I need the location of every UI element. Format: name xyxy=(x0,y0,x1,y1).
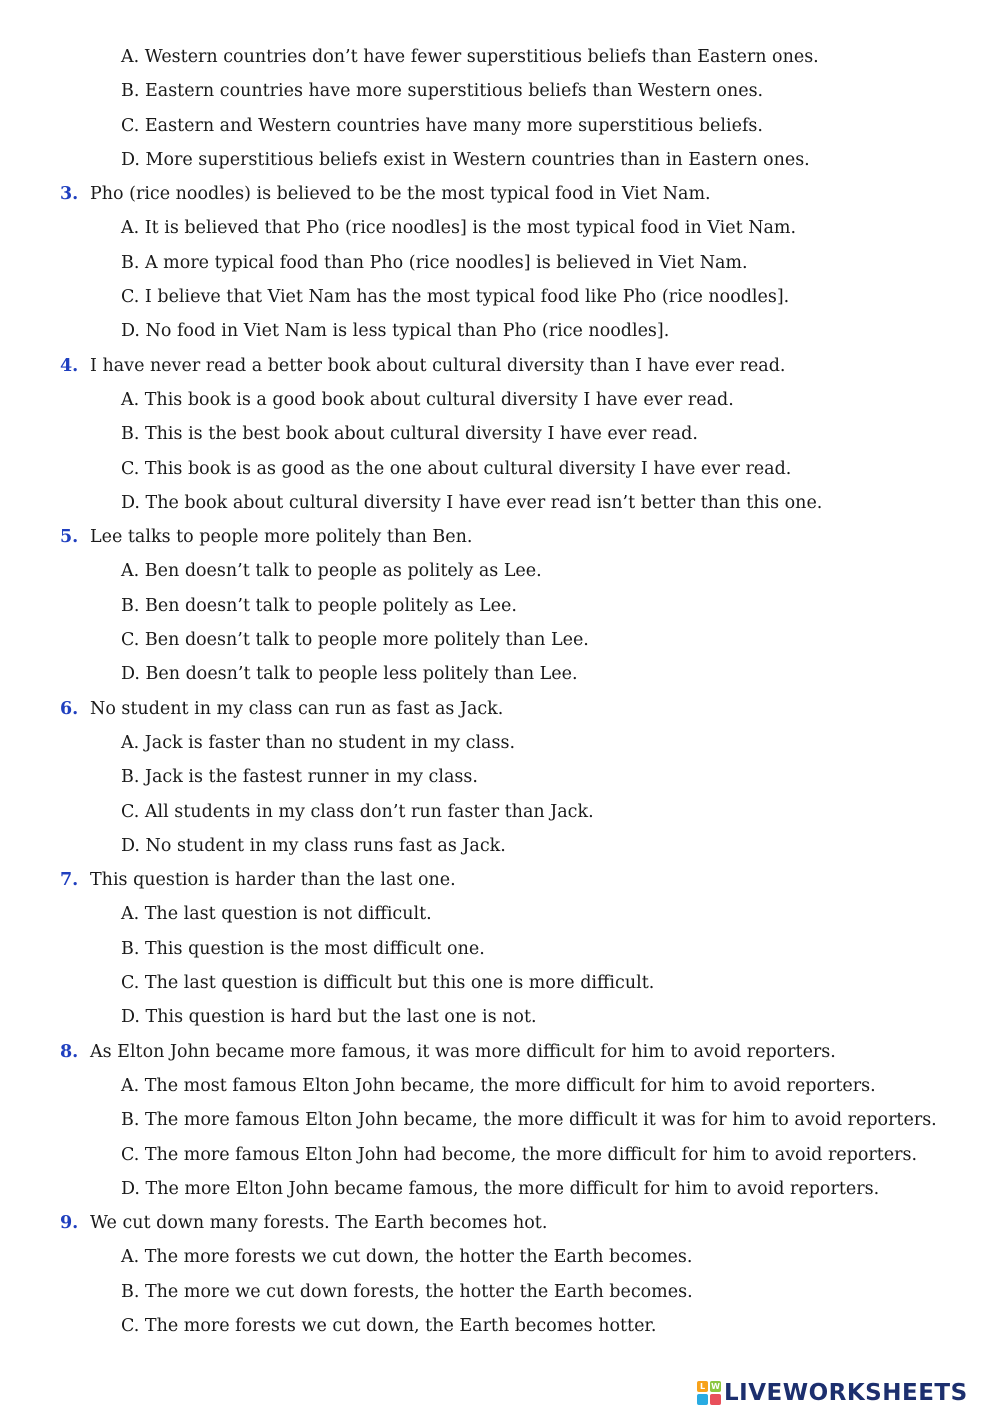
answer-option[interactable]: B. This is the best book about cultural diversity I have ever read. xyxy=(121,424,698,445)
question-2-options xyxy=(0,40,1000,177)
question-text: As Elton John became more famous, it was more difficult for him to avoid reporters. xyxy=(90,1041,836,1062)
answer-option[interactable]: D. This question is hard but the last one is not. xyxy=(121,1007,537,1028)
question-text: Pho (rice noodles) is believed to be the most typical food in Viet Nam. xyxy=(90,184,711,205)
answer-option[interactable]: D. The more Elton John became famous, the more difficult for him to avoid reporters. xyxy=(121,1178,880,1199)
answer-option[interactable]: B. This question is the most difficult one. xyxy=(121,938,485,959)
answer-option[interactable]: D. Ben doesn’t talk to people less politely than Lee. xyxy=(121,664,578,685)
question-block xyxy=(0,1206,1000,1343)
answer-option[interactable]: B. The more famous Elton John became, the more difficult it was for him to avoid reporters. xyxy=(121,1110,937,1131)
answer-option[interactable]: D. More superstitious beliefs exist in Western countries than in Eastern ones. xyxy=(121,149,810,170)
question-number: 5. xyxy=(60,527,79,548)
answer-option[interactable]: A. Western countries don’t have fewer superstitious beliefs than Eastern ones. xyxy=(121,47,819,67)
question-number: 8. xyxy=(60,1041,79,1062)
answer-option[interactable]: C. This book is as good as the one about cultural diversity I have ever read. xyxy=(121,458,792,479)
question-stem xyxy=(0,349,1000,383)
answer-option[interactable]: B. Jack is the fastest runner in my class. xyxy=(121,767,478,788)
question-stem xyxy=(0,863,1000,897)
question-text: This question is harder than the last one. xyxy=(90,870,456,891)
worksheet-body xyxy=(0,40,1000,1343)
question-stem xyxy=(0,520,1000,554)
question-text: I have never read a better book about cultural diversity than I have ever read. xyxy=(90,355,786,376)
answer-option[interactable]: D. No student in my class runs fast as Jack. xyxy=(121,835,506,856)
answer-option[interactable]: A. This book is a good book about cultural diversity I have ever read. xyxy=(121,389,734,410)
question-block xyxy=(0,349,1000,520)
question-block xyxy=(0,520,1000,691)
answer-option[interactable]: D. The book about cultural diversity I have ever read isn’t better than this one. xyxy=(121,492,823,513)
answer-option[interactable]: C. The last question is difficult but this one is more difficult. xyxy=(121,973,655,994)
logo-square-green: W xyxy=(711,1381,720,1391)
question-text: No student in my class can run as fast as Jack. xyxy=(90,698,504,719)
question-stem xyxy=(0,1206,1000,1240)
question-number: 9. xyxy=(60,1213,79,1234)
brand-text: LIVEWORKSHEETS xyxy=(724,1380,968,1406)
question-stem xyxy=(0,692,1000,726)
answer-option[interactable]: B. The more we cut down forests, the hotter the Earth becomes. xyxy=(121,1281,693,1302)
answer-option[interactable]: A. Ben doesn’t talk to people as politely as Lee. xyxy=(121,561,542,582)
question-block xyxy=(0,177,1000,348)
answer-option[interactable]: B. A more typical food than Pho (rice noodles] is believed in Viet Nam. xyxy=(121,252,748,273)
question-text: We cut down many forests. The Earth becomes hot. xyxy=(90,1213,548,1234)
question-stem xyxy=(0,177,1000,211)
logo-square-red xyxy=(710,1394,721,1405)
question-number: 7. xyxy=(60,870,79,891)
question-block xyxy=(0,863,1000,1034)
answer-option[interactable]: C. The more forests we cut down, the Earth becomes hotter. xyxy=(121,1315,657,1336)
logo-square-orange: L xyxy=(697,1381,708,1392)
answer-option[interactable]: A. Jack is faster than no student in my class. xyxy=(121,732,516,753)
question-stem xyxy=(0,1035,1000,1069)
answer-option[interactable]: A. The last question is not difficult. xyxy=(121,904,432,925)
question-text: Lee talks to people more politely than Ben. xyxy=(90,527,473,548)
question-number: 6. xyxy=(60,698,79,719)
answer-option[interactable]: B. Eastern countries have more superstitious beliefs than Western ones. xyxy=(121,81,764,102)
question-list xyxy=(0,177,1000,1343)
answer-option[interactable]: C. All students in my class don’t run faster than Jack. xyxy=(121,801,594,822)
answer-option[interactable]: A. It is believed that Pho (rice noodles] is the most typical food in Viet Nam. xyxy=(121,218,797,239)
question-number: 4. xyxy=(60,355,79,376)
answer-option[interactable]: D. No food in Viet Nam is less typical than Pho (rice noodles]. xyxy=(121,321,670,342)
answer-option[interactable]: C. The more famous Elton John had become, the more difficult for him to avoid reporters. xyxy=(121,1144,918,1165)
answer-option[interactable]: A. The more forests we cut down, the hotter the Earth becomes. xyxy=(121,1247,693,1268)
question-block xyxy=(0,1035,1000,1206)
answer-option[interactable]: C. Ben doesn’t talk to people more politely than Lee. xyxy=(121,630,589,651)
answer-option[interactable]: C. Eastern and Western countries have many more superstitious beliefs. xyxy=(121,115,763,136)
answer-option[interactable]: B. Ben doesn’t talk to people politely as Lee. xyxy=(121,595,517,616)
answer-option[interactable]: A. The most famous Elton John became, the more difficult for him to avoid reporters. xyxy=(121,1075,876,1096)
liveworksheets-icon xyxy=(697,1381,721,1405)
liveworksheets-logo xyxy=(697,1376,968,1410)
question-number: 3. xyxy=(60,184,79,205)
answer-option[interactable]: C. I believe that Viet Nam has the most typical food like Pho (rice noodles]. xyxy=(121,287,790,308)
logo-square-blue xyxy=(697,1394,708,1405)
question-block xyxy=(0,692,1000,863)
